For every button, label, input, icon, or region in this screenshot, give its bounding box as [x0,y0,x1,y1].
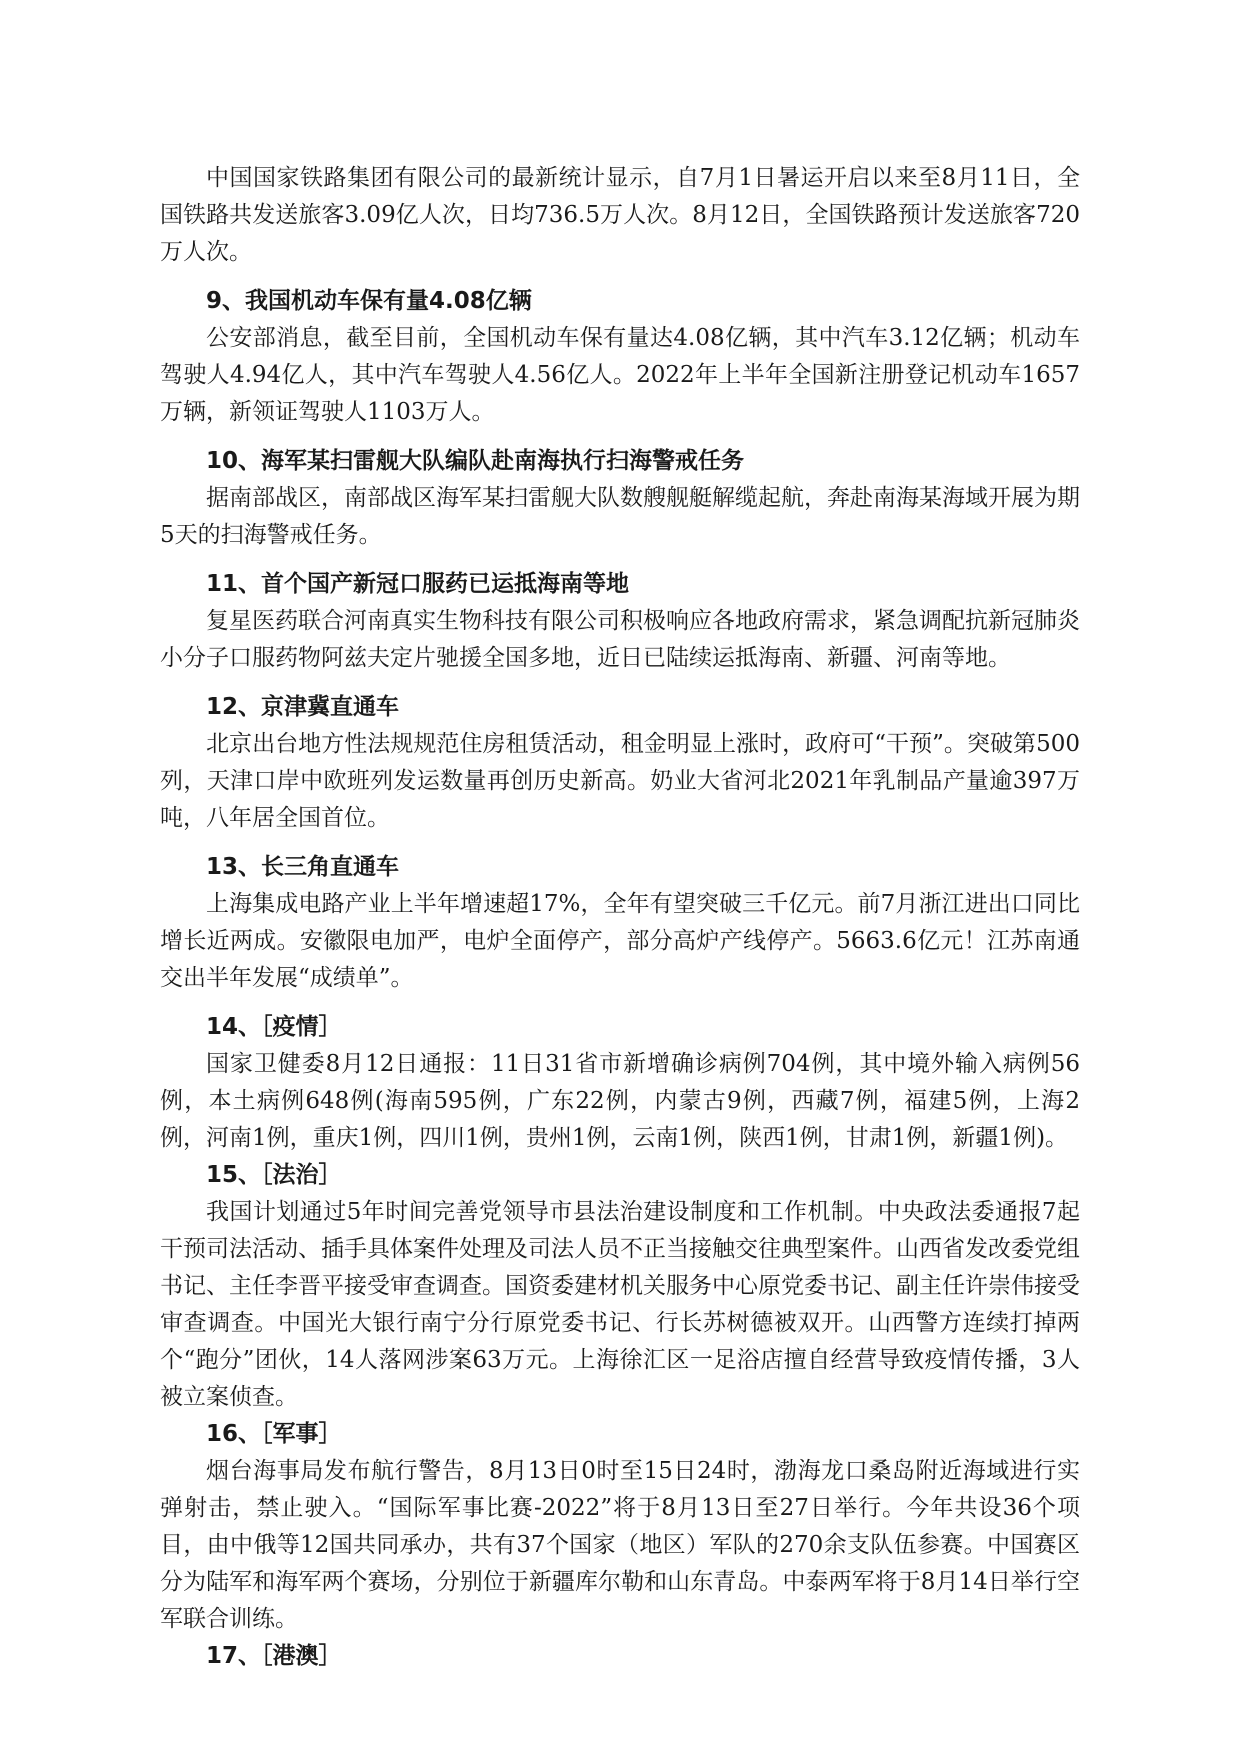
section-10 [160,443,1080,554]
section-paragraph: 据南部战区，南部战区海军某扫雷舰大队数艘舰艇解缆起航，奔赴南海某海域开展为期5天的扫海警戒任务。 [160,485,1080,548]
section-heading: 12、京津冀直通车 [206,694,400,720]
section-heading: 10、海军某扫雷舰大队编队赴南海执行扫海警戒任务 [206,448,745,474]
section-heading: 9、我国机动车保有量4.08亿辆 [206,288,532,314]
section-heading: 13、长三角直通车 [206,854,400,880]
section-14 [160,1009,1080,1157]
section-paragraph: 烟台海事局发布航行警告，8月13日0时至15日24时，渤海龙口桑岛附近海域进行实弹射击，禁止驶入。“国际军事比赛-2022”将于8月13日至27日举行。今年共设36个项目，由中俄等12国共同承办，共有37个国家（地区）军队的270余支队伍参赛。中国赛区分为陆军和海军两个赛场，分别位于新疆库尔勒和山东青岛。中泰两军将于8月14日举行空军联合训练。 [160,1458,1080,1632]
section-paragraph: 复星医药联合河南真实生物科技有限公司积极响应各地政府需求，紧急调配抗新冠肺炎小分子口服药物阿兹夫定片驰援全国多地，近日已陆续运抵海南、新疆、河南等地。 [160,608,1080,671]
section-12 [160,689,1080,837]
section-13 [160,849,1080,997]
section-heading: 16、［军事］ [206,1421,342,1447]
section-16 [160,1416,1080,1638]
section-paragraph: 国家卫健委8月12日通报：11日31省市新增确诊病例704例，其中境外输入病例56例，本土病例648例(海南595例，广东22例，内蒙古9例，西藏7例，福建5例，上海2例，河南1例，重庆1例，四川1例，贵州1例，云南1例，陕西1例，甘肃1例，新疆1例)。 [160,1051,1080,1151]
section-heading: 11、首个国产新冠口服药已运抵海南等地 [206,571,630,597]
intro-paragraph: 中国国家铁路集团有限公司的最新统计显示，自7月1日暑运开启以来至8月11日，全国铁路共发送旅客3.09亿人次，日均736.5万人次。8月12日，全国铁路预计发送旅客720万人次。 [160,165,1080,265]
section-paragraph: 我国计划通过5年时间完善党领导市县法治建设制度和工作机制。中央政法委通报7起干预司法活动、插手具体案件处理及司法人员不正当接触交往典型案件。山西省发改委党组书记、主任李晋平接受审查调查。国资委建材机关服务中心原党委书记、副主任许崇伟接受审查调查。中国光大银行南宁分行原党委书记、行长苏树德被双开。山西警方连续打掉两个“跑分”团伙，14人落网涉案63万元。上海徐汇区一足浴店擅自经营导致疫情传播，3人被立案侦查。 [160,1199,1080,1410]
document-page [160,160,1080,1675]
section-paragraph: 上海集成电路产业上半年增速超17%，全年有望突破三千亿元。前7月浙江进出口同比增长近两成。安徽限电加严，电炉全面停产，部分高炉产线停产。5663.6亿元！江苏南通交出半年发展“成绩单”。 [160,891,1080,991]
section-9 [160,283,1080,431]
section-15 [160,1157,1080,1416]
section-paragraph: 公安部消息，截至目前，全国机动车保有量达4.08亿辆，其中汽车3.12亿辆；机动车驾驶人4.94亿人，其中汽车驾驶人4.56亿人。2022年上半年全国新注册登记机动车1657万辆，新领证驾驶人1103万人。 [160,325,1080,425]
section-heading: 15、［法治］ [206,1162,342,1188]
section-11 [160,566,1080,677]
section-17 [160,1638,1080,1675]
section-heading: 17、［港澳］ [206,1643,342,1669]
section-paragraph: 北京出台地方性法规规范住房租赁活动，租金明显上涨时，政府可“干预”。突破第500列，天津口岸中欧班列发运数量再创历史新高。奶业大省河北2021年乳制品产量逾397万吨，八年居全国首位。 [160,731,1080,831]
section-heading: 14、［疫情］ [206,1014,342,1040]
